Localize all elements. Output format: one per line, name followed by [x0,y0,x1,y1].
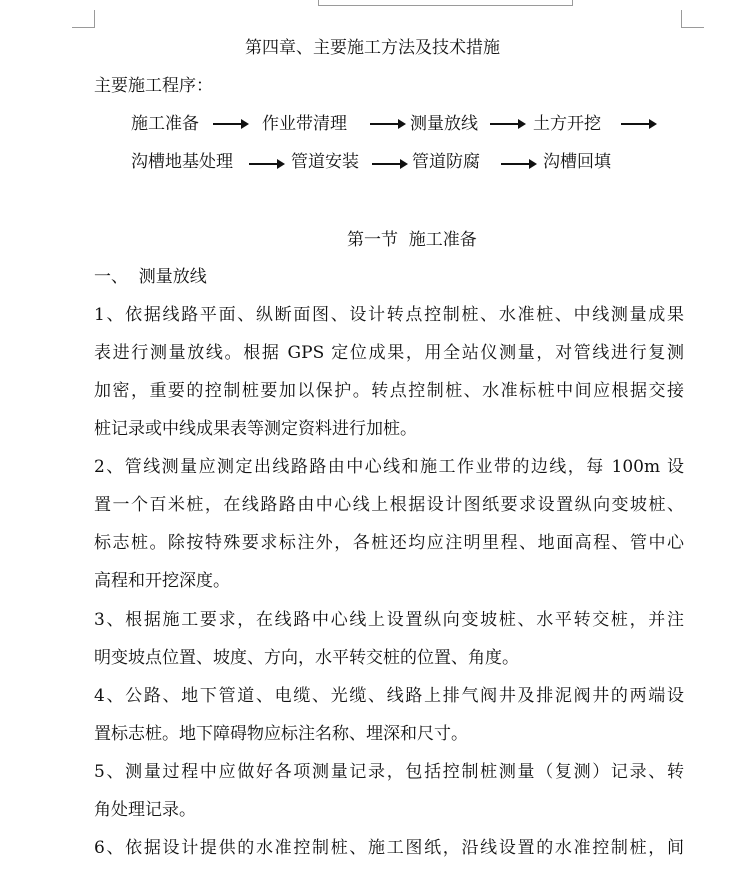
paragraph-line: 桩记录或中线成果表等测定资料进行加桩。 [94,419,417,439]
corner-mark-left-v [94,10,95,28]
paragraph-line: 1、依据线路平面、纵断面图、设计转点控制桩、水准桩、中线测量成果 [94,305,684,325]
subsection-heading: 一、 测量放线 [94,267,207,287]
flow-step: 土方开挖 [533,114,601,134]
paragraph-line: 角处理记录。 [94,800,196,820]
flow-step: 管道防腐 [412,152,480,172]
flow-step: 测量放线 [410,114,478,134]
flow-step: 沟槽地基处理 [131,152,233,172]
paragraph-line: 2、管线测量应测定出线路路由中心线和施工作业带的边线，每 100m 设 [94,457,684,477]
procedure-label: 主要施工程序： [94,76,213,96]
paragraph-line: 明变坡点位置、坡度、方向，水平转交桩的位置、角度。 [94,648,519,668]
paragraph-line: 3、根据施工要求，在线路中心线上设置纵向变坡桩、水平转交桩，并注 [94,610,684,630]
paragraph-line: 加密，重要的控制桩要加以保护。转点控制桩、水准标桩中间应根据交接 [94,381,684,401]
paragraph-line: 高程和开挖深度。 [94,571,230,591]
flow-step: 沟槽回填 [543,152,611,172]
header-mark-line [318,5,573,6]
arrow-right-icon [621,123,655,125]
arrow-right-icon [490,123,524,125]
arrow-right-icon [249,163,283,165]
flow-step: 施工准备 [131,114,199,134]
corner-mark-right-h [681,27,704,28]
section-title: 第一节 施工准备 [347,230,477,250]
paragraph-line: 6、依据设计提供的水准控制桩、施工图纸，沿线设置的水准控制桩，间 [94,838,684,858]
paragraph-line: 置标志桩。地下障碍物应标注名称、埋深和尺寸。 [94,724,468,744]
arrow-right-icon [370,123,404,125]
chapter-title: 第四章、主要施工方法及技术措施 [245,38,500,58]
arrow-right-icon [213,123,247,125]
arrow-right-icon [501,163,535,165]
paragraph-line: 标志桩。除按特殊要求标注外，各桩还均应注明里程、地面高程、管中心 [94,533,684,553]
corner-mark-left-h [72,27,95,28]
flow-step: 作业带清理 [262,114,347,134]
paragraph-line: 5、测量过程中应做好各项测量记录，包括控制桩测量（复测）记录、转 [94,762,684,782]
corner-mark-right-v [681,10,682,28]
paragraph-line: 置一个百米桩，在线路路由中心线上根据设计图纸要求设置纵向变坡桩、 [94,495,684,515]
arrow-right-icon [372,163,406,165]
flow-step: 管道安装 [291,152,359,172]
paragraph-line: 表进行测量放线。根据 GPS 定位成果，用全站仪测量，对管线进行复测 [94,343,684,363]
paragraph-line: 4、公路、地下管道、电缆、光缆、线路上排气阀井及排泥阀井的两端设 [94,686,684,706]
